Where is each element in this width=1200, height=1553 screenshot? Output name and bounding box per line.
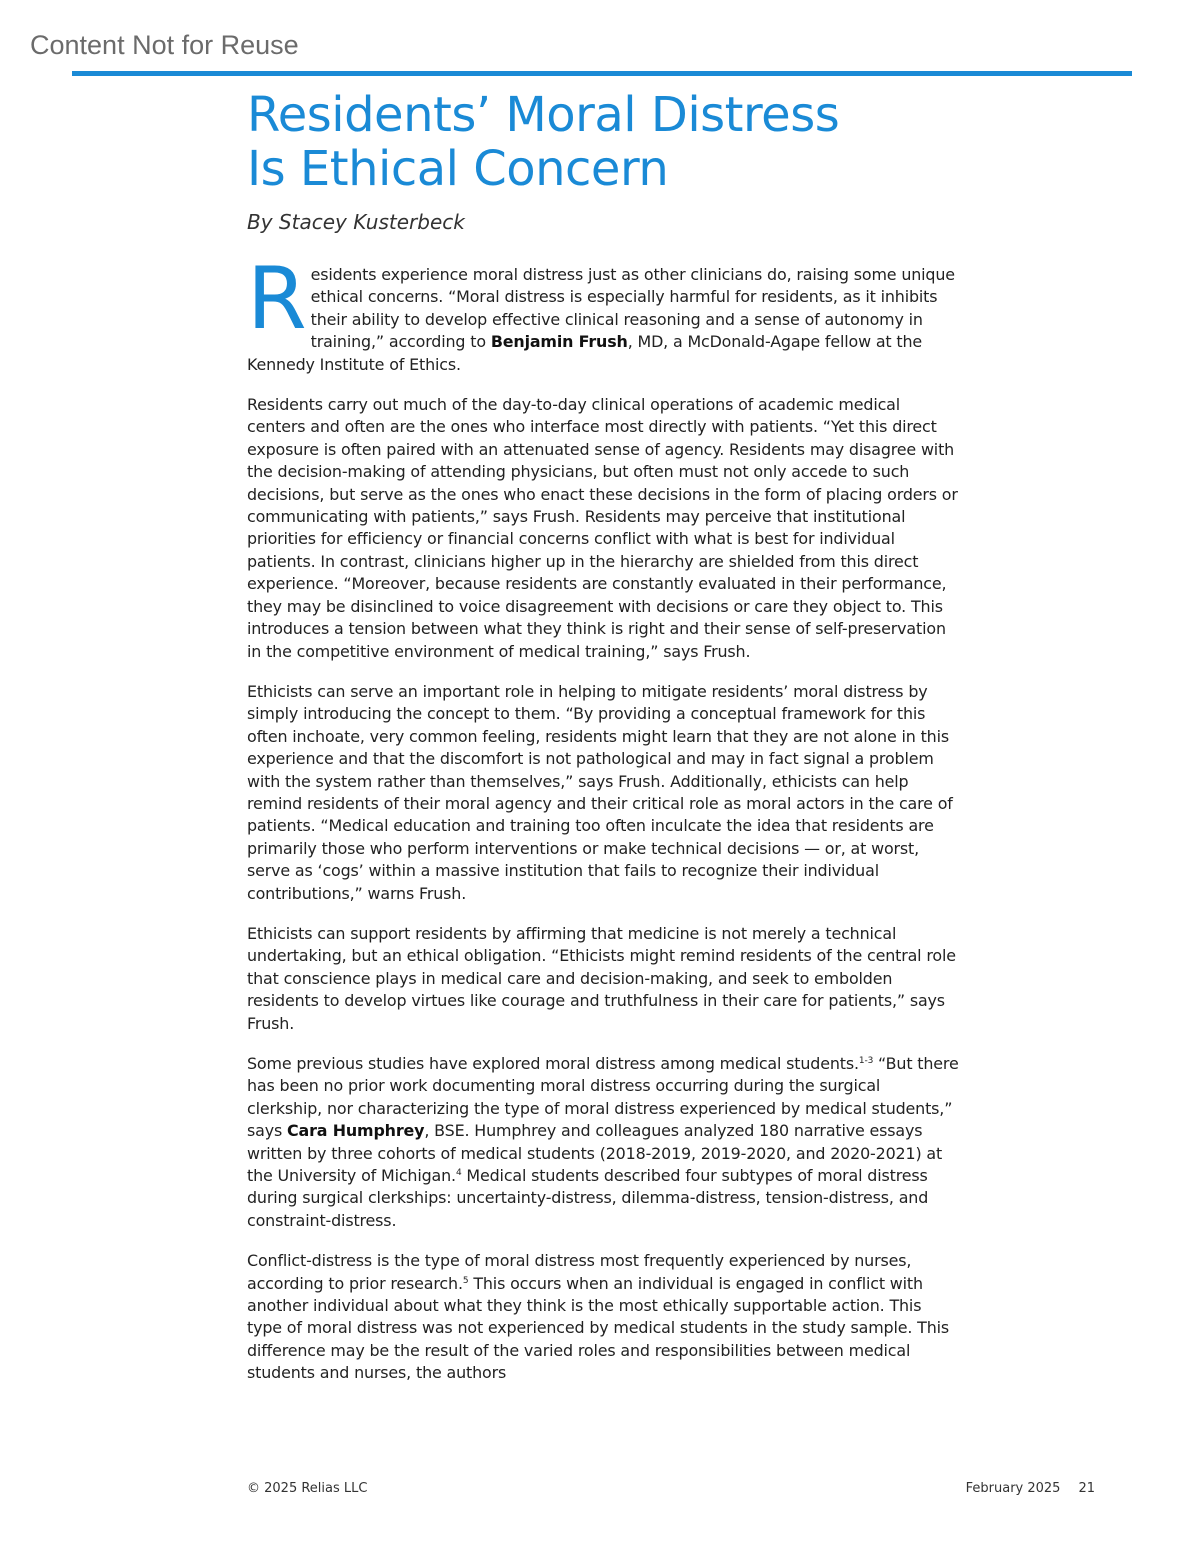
reference-superscript: 4: [455, 1168, 462, 1179]
article: [247, 88, 959, 1403]
footer-date: February 2025: [965, 1481, 1061, 1496]
paragraph-5: [247, 1053, 959, 1232]
reference-superscript: 1-3: [858, 1056, 874, 1066]
article-title: [247, 88, 959, 196]
paragraph-5-text-c: , BSE. Humphrey and colleagues analyzed 180 narrative essays written by three cohorts of medical students (2018-2019, 2019-2020, and 2020-2021) at the University of Michigan.: [247, 1121, 943, 1186]
source-name-frush: Benjamin Frush: [490, 332, 628, 352]
paragraph-1: [247, 249, 959, 376]
byline: By Stacey Kusterbeck: [247, 210, 465, 234]
paragraph-5-text-b: “But there has been no prior work documenting moral distress occurring during the surgical clerkship, nor characterizing the type of moral distress experienced by medical students,” says: [247, 1054, 959, 1141]
footer-copyright: © 2025 Relias LLC: [247, 1481, 368, 1496]
drop-cap: R: [247, 249, 307, 349]
header-rule: [72, 71, 1132, 76]
paragraph-1-text-b: , MD, a McDonald-Agape fellow at the Kennedy Institute of Ethics.: [247, 332, 923, 374]
watermark-text: Content Not for Reuse: [30, 30, 299, 60]
paragraph-6-text-a: Conflict-distress is the type of moral distress most frequently experienced by nurses, according to prior research.: [247, 1251, 912, 1293]
paragraph-4: Ethicists can support residents by affirming that medicine is not merely a technical undertaking, but an ethical obligation. “Ethicists might remind residents of the central role that conscience plays in medical care and decision-making, and seek to embolden residents to develop virtues like courage and truthfulness in their care for patients,” says Frush.: [247, 923, 956, 1033]
footer-page-info: [966, 1481, 1095, 1496]
paragraph-6: [247, 1250, 959, 1384]
paragraph-5-text-a: Some previous studies have explored moral distress among medical students.: [247, 1054, 859, 1073]
title-line-1: Residents’ Moral Distress: [247, 87, 840, 143]
page-number: 21: [1078, 1481, 1095, 1496]
source-name-humphrey: Cara Humphrey: [287, 1121, 425, 1141]
paragraph-6-text-b: This occurs when an individual is engaged in conflict with another individual about what they think is the most ethically supportable action. This type of moral distress was not experienced by medical students in the study sample. This difference may be the result of the varied roles and responsibilities between medical students and nurses, the authors: [247, 1273, 950, 1383]
paragraph-5-text-d: Medical students described four subtypes of moral distress during surgical clerkships: uncertainty-distress, dilemma-distress, tension-distress, and constraint-distress.: [247, 1166, 929, 1230]
paragraph-1-text-a: esidents experience moral distress just as other clinicians do, raising some unique ethical concerns. “Moral distress is especially harmful for residents, as it inhibits their ability to develop effective clinical reasoning and a sense of autonomy in training,” according to: [310, 265, 955, 352]
paragraph-2: Residents carry out much of the day-to-day clinical operations of academic medical centers and often are the ones who interface most directly with patients. “Yet this direct exposure is often paired with an attenuated sense of agency. Residents may disagree with the decision-making of attending physicians, but often must not only accede to such decisions, but serve as the ones who enact these decisions in the form of placing orders or communicating with patients,” says Frush. Residents may perceive that institutional priorities for efficiency or financial concerns conflict with what is best for individual patients. In contrast, clinicians higher up in the hierarchy are shielded from this direct experience. “Moreover, because residents are constantly evaluated in their performance, they may be disinclined to voice disagreement with decisions or care they object to. This introduces a tension between what they think is right and their sense of self-preservation in the competitive environment of medical training,” says Frush.: [247, 395, 958, 661]
title-line-2: Is Ethical Concern: [247, 141, 669, 197]
reference-superscript: 5: [462, 1275, 469, 1286]
paragraph-3: Ethicists can serve an important role in helping to mitigate residents’ moral distress by simply introducing the concept to them. “By providing a conceptual framework for this often inchoate, very common feeling, residents might learn that they are not alone in this experience and that the discomfort is not pathological and may in fact signal a problem with the system rather than themselves,” says Frush. Additionally, ethicists can help remind residents of their moral agency and their critical role as moral actors in the care of patients. “Medical education and training too often inculcate the idea that residents are primarily those who perform interventions or make technical decisions — or, at worst, serve as ‘cogs’ within a massive institution that fails to recognize their individual contributions,” warns Frush.: [247, 681, 953, 903]
